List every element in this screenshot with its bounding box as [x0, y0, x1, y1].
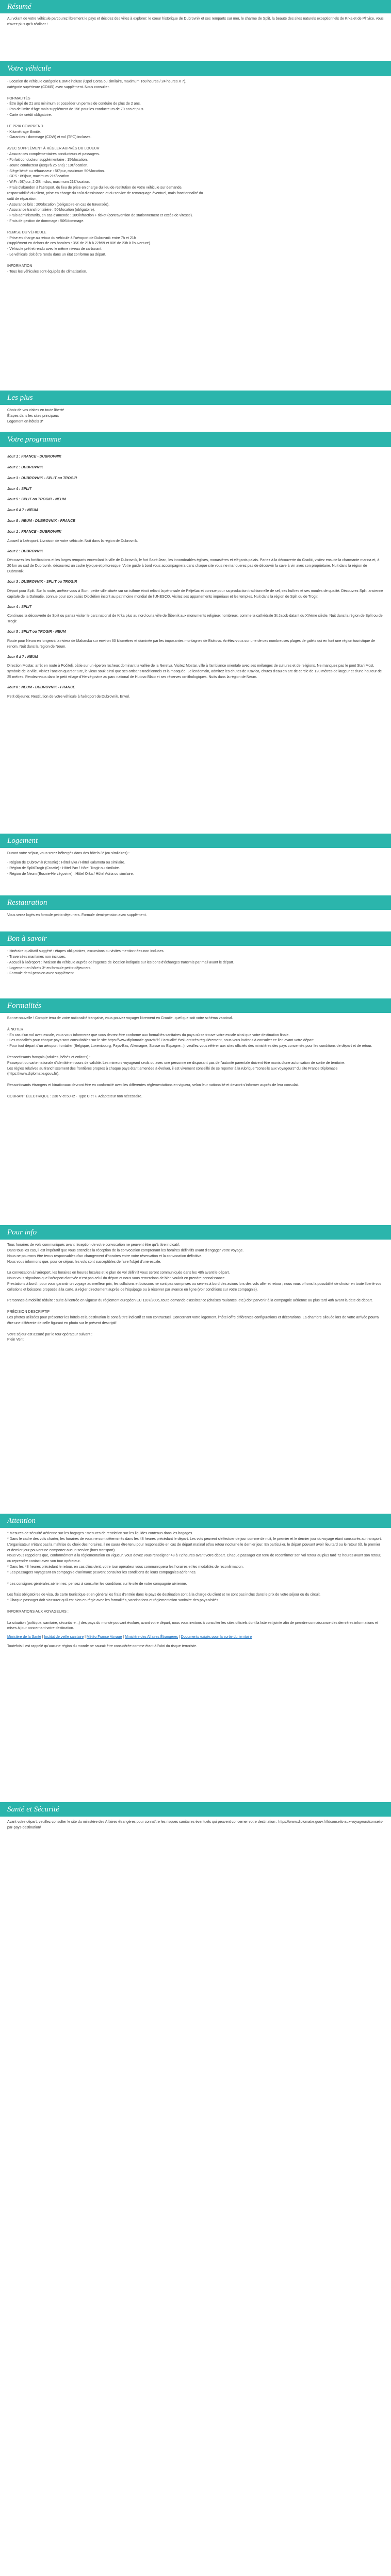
programme-day-heading: Jour 1 : FRANCE - DUBROVNIK	[7, 530, 62, 534]
vehicule-line	[7, 141, 384, 146]
attention-list	[0, 1528, 391, 1632]
infos-line	[7, 1304, 384, 1310]
formalites-line	[7, 1049, 384, 1055]
vehicule-line: LE PRIX COMPREND	[7, 124, 43, 128]
programme-day-heading: Jour 1 : FRANCE - DUBROVNIK	[7, 455, 62, 459]
programme-day-text: Départ pour Split. Sur la route, arrêtez-vous à Ston, petite ville située sur un isthme étroit reliant la péninsule de Pelješac et connue pour sa production traditionnelle de sel, ses huîtres et ses moules de qualité. Découvrez Split, ancienne capitale de la Dalmatie, connue pour son palais Dioclétien inscrit au patrimoine mondial de l'UNESCO. Visitez ses appartements impériaux et les temples. Nuit dans la région de Split ou de Trogir.	[7, 589, 383, 599]
section-banner-resume	[0, 0, 391, 13]
formalites-line: À NOTER	[7, 1027, 24, 1031]
programme-day-heading: Jour 2 : DUBROVNIK	[7, 549, 43, 553]
section-title: Résumé	[7, 2, 31, 11]
vehicule-line: FORMALITÉS	[7, 96, 30, 100]
bon-line: - Logement en hôtels 3* en formule petits-déjeuners.	[7, 966, 92, 970]
vehicule-line: catégorie supérieure (CDMR) avec supplément. Nous consulter.	[7, 85, 110, 89]
infos-line	[7, 1327, 384, 1332]
logement-line: - Région de Dubrovnik (Croatie) : Hôtel Ivka / Hôtel Kalamota ou similaire.	[7, 860, 125, 865]
infos-line: Nous ne pourrons être tenus responsables d'un changement d'horaires entre votre réservation et la convocation définitive.	[7, 1254, 203, 1258]
infos-line: Nous vous informons que, pour ce séjour, les vols sont susceptibles de faire l'objet d'une escale.	[7, 1260, 161, 1264]
vehicule-line: AVEC SUPPLÉMENT À RÉGLER AUPRÈS DU LOUEUR	[7, 147, 100, 151]
formalites-line: - Pour tout départ d'un aéroport frontalier (Belgique, Luxembourg, Pays-Bas, Allemagne, Suisse ou Espagne...), veuillez vous référer aux sites officiels des ministères des pays concernés pour les conditions de départ et de retour.	[7, 1044, 372, 1048]
programme-day-text: Continuez la découverte de Split ou partez visiter le parc national de Krka plus au nord ou la ville de Šibenik aux monuments religieux nombreux, comme la cathédrale St Jacob datant du XVème siècle. Nuit dans la région de Split ou de Trogir.	[7, 614, 383, 624]
programme-day-heading: Jour 5 : SPLIT ou TROGIR - NEUM	[7, 498, 66, 502]
section-banner-restauration	[0, 895, 391, 910]
section-title: Attention	[7, 1516, 36, 1525]
infos-line: PRÉCISION DESCRIPTIF	[7, 1310, 50, 1314]
logement-line: - Région de Neum (Bosnie-Herzégovine) : Hôtel Orka / Hôtel Adria ou similaire.	[7, 872, 134, 876]
link-institut-veille-sanitaire[interactable]: Institut de veille sanitaire	[44, 1635, 84, 1639]
attention-footer: Toutefois il est rappelé qu'aucune région du monde ne saurait être considérée comme étant à l'abri du risque terroriste.	[7, 1645, 198, 1649]
infos-line: Les photos utilisées pour présenter les hôtels et la destination le sont à titre indicatif et non contractuel. Concernant votre logement, l'hôtel offre différentes configurations et décorations. La chambre allouée lors de votre arrivée pourra être une différente de celle figurant en photo sur le présent descriptif.	[7, 1315, 379, 1325]
infos-line	[7, 1293, 384, 1299]
section-banner-programme	[0, 432, 391, 447]
programme-day-heading: Jour 4 : SPLIT	[7, 605, 32, 609]
section-logement	[0, 834, 391, 895]
programme-day-text: Accueil à l'aéroport. Livraison de votre véhicule. Nuit dans la région de Dubrovnik.	[7, 539, 138, 543]
formalites-line: Bonne nouvelle ! Compte tenu de votre nationalité française, vous pouvez voyager librement en Croatie, quel que soit votre schéma vaccinal.	[7, 1016, 233, 1020]
plus-line: Choix de vos visites en toute liberté	[7, 409, 64, 412]
vehicule-line: - Assurance transfrontalière : 50€/location (obligatoire).	[7, 208, 95, 212]
sante-text: Avant votre départ, veuillez consulter le site du ministère des Affaires étrangères pour connaître les risques sanitaires éventuels qui peuvent concerner votre destination : https://www.diplomatie.gouv.fr/fr/conseils-aux-voyageurs/conseils-par-pays-destination/	[7, 1820, 384, 1829]
vehicule-line: - Assurances complémentaires conducteurs et passagers.	[7, 152, 100, 156]
programme-day-text: Découvrez les fortifications et les larges remparts encerclant la ville de Dubrovnik, le fort Saint-Jean, les innombrables églises, monastères et élégants palais. Partez à la découverte du Gradić, visitez ensuite la charmante marina et, à 20 km au sud de Dubrovnik, découvrez un cadre typique et pittoresque. Votre guide à bord vous accompagnera dans chaque site vous ne manquerez pas de découvrir la cave à vin avec son propriétaire. Nuit dans la région de Dubrovnik.	[7, 558, 380, 574]
attention-line: L'organisateur n'étant pas la maîtrise du choix des horaires, il ne saura être tenu pour responsable en cas de départ matinal et/ou retour nocturne le dernier jour. En particulier, le départ pouvant avoir lieu tard ou le retour tôt, le premier et dernier jour pouvant ne comporter aucun service (hors transport).	[7, 1543, 380, 1552]
programme-day-heading: Jour 8 : NEUM - DUBROVNIK - FRANCE	[7, 685, 75, 689]
vehicule-line: - Tous les véhicules sont équipés de climatisation.	[7, 269, 87, 274]
vehicule-line	[7, 118, 384, 124]
vehicule-line	[7, 225, 384, 230]
vehicule-line: REMISE DU VÉHICULE	[7, 230, 46, 234]
section-plus	[0, 391, 391, 432]
attention-line: * Chaque passager doit s'assurer qu'il est bien en règle avec les formalités, vaccinations et réglementation sanitaire des pays visités.	[7, 1599, 220, 1603]
vehicule-line: - WiFi : 5€/jour, 2 GB inclus, maximum 21€/location.	[7, 180, 90, 184]
formalites-line: Les règles relatives au franchissement des frontières propres à chaque pays étant amenées à évoluer, il est vivement conseillé de se reporter à la rubrique "conseils aux voyageurs" du site France Diplomatie (https://www.diplomatie.gouv.fr/).	[7, 1066, 338, 1076]
vehicule-line: - Véhicule prêt et rendu avec le même niveau de carburant.	[7, 247, 103, 251]
attention-line: * Les consignes générales aériennes: pensez à consulter les conditions sur le site de votre compagnie aérienne.	[7, 1582, 187, 1586]
section-title: Santé et Sécurité	[7, 1805, 59, 1814]
attention-line: * Les passagers voyageant en compagnie d'animaux peuvent consulter les conditions de leurs compagnies aériennes.	[7, 1570, 197, 1574]
formalites-line: Ressortissants étrangers et binationaux devront être en conformité avec les différentes réglementations en vigueur, selon leur nationalité et devront s'informer auprès de leur consulat.	[7, 1083, 299, 1088]
section-banner-attention	[0, 1514, 391, 1528]
section-title: Logement	[7, 836, 38, 845]
link-affaires-etrangeres[interactable]: Ministère des Affaires Étrangères	[125, 1635, 178, 1639]
bon-line: - Itinéraire qualitatif suggéré : étapes obligatoires, excursions ou visites mentionnées non incluses.	[7, 950, 165, 953]
vehicule-line: - Siège bébé ou réhausseur : 5€/jour, maximum 50€/location.	[7, 169, 105, 173]
programme-body	[0, 539, 391, 700]
bon-list	[0, 946, 391, 977]
vehicule-line: coût de réparation.	[7, 197, 38, 201]
vehicule-line: - Forfait conducteur supplémentaire : 15€/location.	[7, 158, 88, 162]
programme-day-heading: Jour 4 : SPLIT	[7, 487, 32, 491]
attention-line	[7, 1604, 384, 1609]
programme-day-text: Petit déjeuner. Restitution de votre véhicule à l'aéroport de Dubrovnik. Envol.	[7, 694, 130, 699]
infos-line: La convocation à l'aéroport, les horaires en heures locales et le plan de vol définitif vous seront communiqués dans les 48h avant le départ.	[7, 1271, 230, 1275]
attention-line	[7, 1615, 384, 1621]
formalites-list	[0, 1013, 391, 1100]
vehicule-line: - Être âgé de 21 ans minimum et posséder un permis de conduire de plus de 2 ans.	[7, 102, 141, 106]
section-vehicule	[0, 61, 391, 391]
infos-line: Plein Vent	[7, 1338, 24, 1342]
plus-line: Logement en hôtels 3*	[7, 419, 44, 423]
vehicule-line: responsabilité du client, prise en charge du coût d'assistance et du service de remorquage éventuel, mais fonctionnalité du	[7, 191, 203, 195]
programme-days	[0, 447, 391, 535]
section-banner-plus	[0, 391, 391, 405]
programme-day-heading: Jour 8 : NEUM - DUBROVNIK - FRANCE	[7, 519, 75, 523]
attention-line: La situation (politique, sanitaire, sécuritaire...) des pays du monde pouvant évoluer, avant votre départ, nous vous invitons à consulter les sites officiels dont la liste est jointe afin de prendre connaissance des dernières informations et mises à jour concernant votre destination.	[7, 1621, 378, 1631]
restauration-text: Vous serez logés en formule petits-déjeuners. Formule demi-pension avec supplément.	[7, 913, 147, 917]
section-title: Restauration	[7, 898, 47, 907]
formalites-line	[7, 1022, 384, 1027]
link-meteo-france[interactable]: Météo France Voyage	[86, 1635, 122, 1639]
section-banner-bon	[0, 931, 391, 946]
link-documents-sortie[interactable]: Documents exigés pour la sortie du territoire	[181, 1635, 252, 1639]
vehicule-line: - Garanties : dommage (CDW) et vol (TPC) incluses.	[7, 135, 92, 140]
section-title: Pour info	[7, 1228, 37, 1236]
vehicule-line: - Prise en charge au retour du véhicule à l'aéroport de Dubrovnik entre 7h et 21h	[7, 236, 136, 240]
attention-links: Ministère de la Santé | Institut de veille sanitaire | Météo France Voyage | Ministère des Affaires Étrangères | Documents exigés pour la sortie du territoire	[7, 1635, 252, 1639]
programme-day-heading: Jour 5 : SPLIT ou TROGIR - NEUM	[7, 630, 66, 634]
logement-text: Durant votre séjour, vous serez hébergés dans des hôtels 3* (ou similaires) :	[7, 852, 129, 855]
vehicule-line: - Le véhicule doit être rendu dans un état conforme au départ.	[7, 253, 106, 257]
formalites-line: COURANT ÉLECTRIQUE : 230 V et 50Hz - Type C et F. Adaptateur non nécessaire.	[7, 1094, 142, 1098]
section-programme	[0, 432, 391, 834]
infos-line: Votre séjour est assuré par le tour opérateur suivant :	[7, 1332, 92, 1336]
attention-line	[7, 1576, 384, 1582]
resume-text: Au volant de votre véhicule parcourez librement le pays et décidez des villes à explorer: le coeur historique de Dubrovnik et ses remparts sur mer, le charme de Split, la beauté des sites naturels exceptionnels de Krka et de Plitvice, vous n'avez plus qu'à réaliser !	[7, 17, 384, 26]
section-title: Votre véhicule	[7, 64, 51, 73]
infos-line: Tous horaires de vols communiqués avant réception de votre convocation ne peuvent être qu'à titre indicatif.	[7, 1243, 180, 1247]
vehicule-line: - Assurance bris : 20€/location (obligatoire en cas de traversée).	[7, 202, 110, 207]
vehicule-list	[0, 76, 391, 275]
formalites-line	[7, 1089, 384, 1094]
vehicule-line	[7, 258, 384, 264]
section-title: Les plus	[7, 393, 33, 402]
formalites-line: - Les modalités pour chaque pays sont consultables sur le site https://www.diplomatie.gouv.fr/fr/ L'actualité évoluant très régulièrement, nous vous invitons à consulter ce lien avant votre départ.	[7, 1039, 315, 1043]
attention-line: Nous vous rappelons que, conformément à la réglementation en vigueur, vous devez vous renseigner 48 à 72 heures avant votre départ. Chaque passager est tenu de reconfirmer son vol retour au plus tard 72 heures avant son retour, ou reprendre contact avec son tour opérateur.	[7, 1554, 381, 1564]
vehicule-line: (supplément en dehors de ces horaires : 35€ de 21h à 22h59 et 80€ de 23h à l'ouverture).	[7, 242, 151, 246]
section-title: Votre programme	[7, 435, 61, 444]
section-title: Formalités	[7, 1001, 41, 1010]
section-banner-logement	[0, 834, 391, 848]
programme-day-heading: Jour 6 à 7 : NEUM	[7, 509, 38, 513]
attention-line	[7, 1587, 384, 1592]
infos-line: Personnes à mobilité réduite : suite à l'entrée en vigueur du règlement européen EU 1107/2006, toute demande d'assistance (chaises roulantes, etc.) doit parvenir à la compagnie aérienne au plus tard 48h avant la date de départ.	[7, 1299, 373, 1303]
section-attention	[0, 1514, 391, 1802]
vehicule-line	[7, 91, 384, 96]
attention-line: * Dans le cadre des vols charter, les horaires de vous ne sont déterminés dans les 48 heures précédant le départ. Les vols peuvent s'effectuer de jour comme de nuit, le premier et le dernier jour du voyage étant consacrés au transport.	[7, 1537, 382, 1541]
vehicule-line: - GPS : 8€/jour, maximum 21€/location.	[7, 175, 70, 179]
programme-day-heading: Jour 3 : DUBROVNIK - SPLIT ou TROGIR	[7, 476, 77, 480]
section-sante	[0, 1802, 391, 1864]
vehicule-line: - Frais administratifs, en cas d'amende : 10€/infraction + ticket (contravention de stationnement et excès de vitesse).	[7, 214, 193, 218]
plus-list	[0, 405, 391, 425]
section-formalites	[0, 998, 391, 1225]
vehicule-line: - Kilométrage illimité.	[7, 130, 41, 134]
section-bon	[0, 931, 391, 998]
attention-line: Les frais obligatoires de visa, de carte touristique et en général les frais d'entrée dans le pays de destination sont à la charge du client et ne sont pas inclus dans le prix de votre séjour ou du circuit.	[7, 1593, 321, 1597]
logement-line: - Région de Split/Trogir (Croatie) : Hôtel Pax / Hôtel Trogir ou similaire.	[7, 866, 120, 870]
section-restauration	[0, 895, 391, 931]
programme-day-text: Direction Mostar, arrêt en route à Počitelj, bâtie sur un éperon rocheux dominant la vallée de la Neretva. Visitez Mostar, ville à l'ambiance orientale avec ses mélanges de cultures et de religions. Ne manquez pas le pont Stari Most, symbole de la ville. Visitez l'ancien quartier turc, le vieux souk ainsi que ses artisans traditionnels et la mosquée. Le lendemain, admirez les chutes de Kravica, chutes d'eau en arc de cercle de 120 mètres de largeur et d'une hauteur de 25 mètres. Rendez-vous dans le petit village d'Herzégovine au parc national de Hutovo Blato et ses réserves ornithologiques. Nuits dans la région de Neum.	[7, 664, 382, 680]
bon-line: - Traversées maritimes non incluses.	[7, 955, 66, 959]
vehicule-line: - Carte de crédit obligatoire.	[7, 113, 52, 117]
programme-day-heading: Jour 6 à 7 : NEUM	[7, 655, 38, 659]
vehicule-line: - Pas de limite d'âge mais supplément de 15€ pour les conducteurs de 70 ans et plus.	[7, 108, 144, 112]
vehicule-line: - Location de véhicule catégorie EDMR incluse (Opel Corsa ou similaire, maximum 168 heures / 24 heures X 7),	[7, 80, 187, 83]
formalites-line: - En cas d'un vol avec escale, vous vous informerez que vous devrez être conforme aux formalités sanitaires du pays où se trouve votre escale ainsi que votre destination finale.	[7, 1033, 290, 1037]
formalites-line: Ressortissants français (adultes, bébés et enfants) :	[7, 1055, 91, 1059]
bon-line: - Accueil à l'aéroport : livraison du véhicule auprès de l'agence de location indiquée sur les bons d'échanges transmis par mail avant le départ.	[7, 960, 234, 964]
infos-list	[0, 1240, 391, 1343]
section-banner-vehicule	[0, 61, 391, 76]
bon-line: - Formule demi-pension avec supplément.	[7, 972, 75, 976]
section-resume	[0, 0, 391, 61]
section-banner-infos	[0, 1225, 391, 1240]
plus-line: Étapes dans les sites principaux	[7, 414, 59, 418]
vehicule-line: INFORMATION	[7, 264, 32, 268]
section-banner-sante	[0, 1802, 391, 1817]
infos-line: Prestations à bord : pour vous garantir un voyage au meilleur prix, les collations et boissons ne sont pas comprises ou servies à bord des avions lors des vols aller et retour ; nous vous offrons la possibilité de choisir en toute liberté vos collations et boissons proposés à la carte, à régler directement auprès de l'équipage ou à réserver par avance en ligne (voir conditions sur votre compagnie).	[7, 1282, 382, 1292]
vehicule-line: - Frais d'abandon à l'aéroport, du lieu de prise en charge du lieu de restitution de votre véhicule sur demande.	[7, 186, 183, 190]
infos-line: Dans tous les cas, il est impératif que vous attendiez la réception de la convocation comprenant les horaires définitifs avant d'engager votre voyage.	[7, 1248, 244, 1252]
section-infos	[0, 1225, 391, 1514]
formalites-line: Passeport ou carte nationale d'identité en cours de validité. Les mineurs voyageant seuls ou avec une personne ne disposant pas de l'autorité parentale doivent être munis d'une autorisation de sortie de territoire.	[7, 1061, 346, 1065]
programme-day-text: Route pour Neum en longeant la riviera de Makarska sur environ 60 kilomètres et dominée par les imposantes montagnes de Biokovo. Arrêtez-vous sur une de ces nombreuses plages de galets qui en font une région touristique de renom. Nuit dans la région de Neum.	[7, 639, 375, 649]
infos-line: Nous vous signalons que l'aéroport d'arrivée n'est pas celui du départ et nous vous remercions de bien vouloir en prendre connaissance.	[7, 1277, 226, 1281]
link-ministere-sante[interactable]: Ministère de la Santé	[7, 1635, 41, 1639]
attention-line: INFORMATIONS AUX VOYAGEURS :	[7, 1609, 69, 1614]
programme-day-heading: Jour 3 : DUBROVNIK - SPLIT ou TROGIR	[7, 580, 77, 584]
section-title: Bon à savoir	[7, 934, 47, 943]
formalites-line	[7, 1077, 384, 1083]
vehicule-line: - Jeune conducteur (jusqu'à 25 ans) : 10€/location.	[7, 163, 88, 167]
programme-day-heading: Jour 2 : DUBROVNIK	[7, 465, 43, 469]
logement-list	[7, 860, 384, 877]
infos-line	[7, 1265, 384, 1270]
attention-line: * Mesures de sécurité aérienne sur les bagages : mesures de restriction sur les liquides contenus dans les bagages.	[7, 1532, 193, 1535]
section-banner-formalites	[0, 998, 391, 1013]
vehicule-line: - Frais de gestion de dommage : 50€/dommage.	[7, 219, 85, 224]
attention-line: * Dans les 48 heures précédant le retour, en cas d'incident, votre tour opérateur vous communiquera les horaires et les modalités de reconfirmation.	[7, 1565, 244, 1569]
